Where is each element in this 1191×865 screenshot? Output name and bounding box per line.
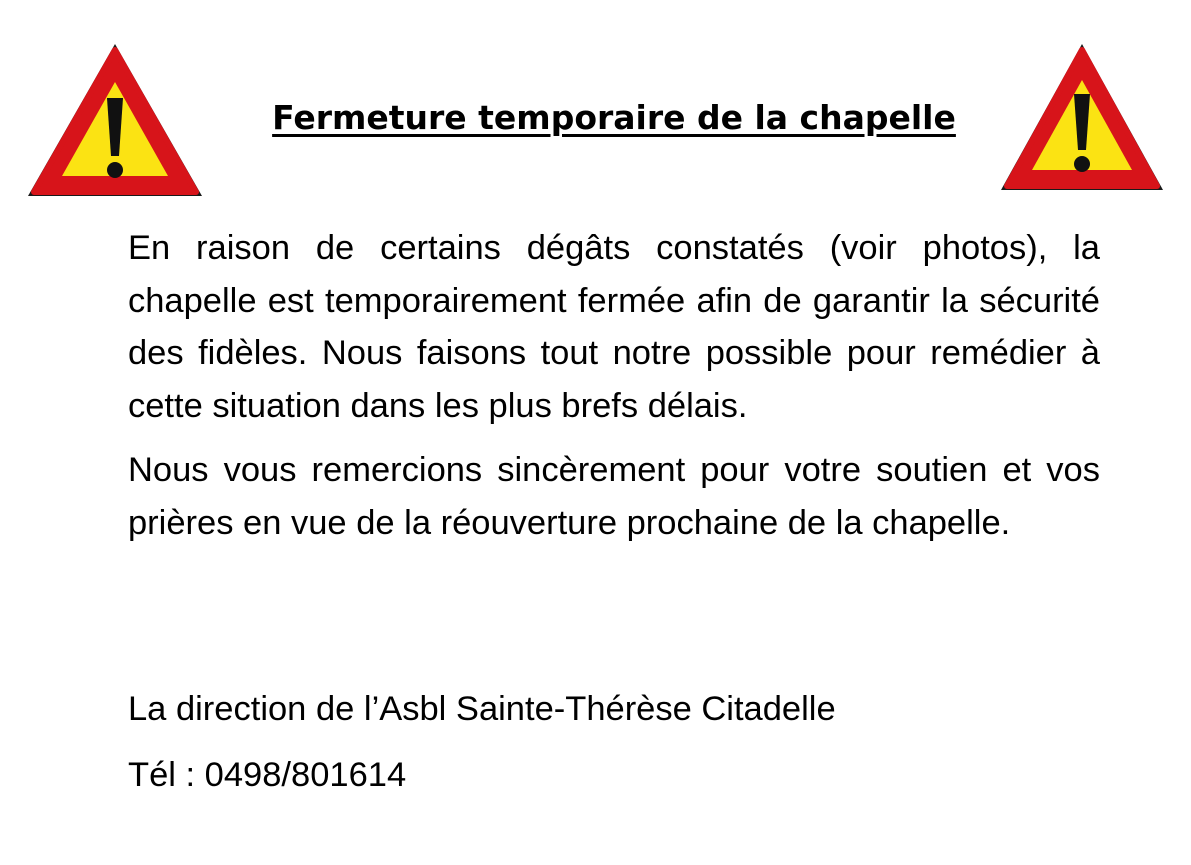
- thanks-paragraph: Nous vous remercions sincèrement pour votre soutien et vos prières en vue de la réouverture prochaine de la chapelle.: [128, 451, 1100, 542]
- signature: La direction de l’Asbl Sainte-Thérèse Citadelle: [128, 690, 836, 728]
- page-title: Fermeture temporaire de la chapelle: [272, 98, 956, 137]
- warning-triangle-icon: [22, 38, 208, 202]
- notice-paragraph: En raison de certains dégâts constatés (voir photos), la chapelle est temporairement fermée afin de garantir la sécurité des fidèles. Nous faisons tout notre possible pour remédier à cette situation dans les plus brefs délais.: [128, 229, 1100, 425]
- phone-number: Tél : 0498/801614: [128, 756, 407, 794]
